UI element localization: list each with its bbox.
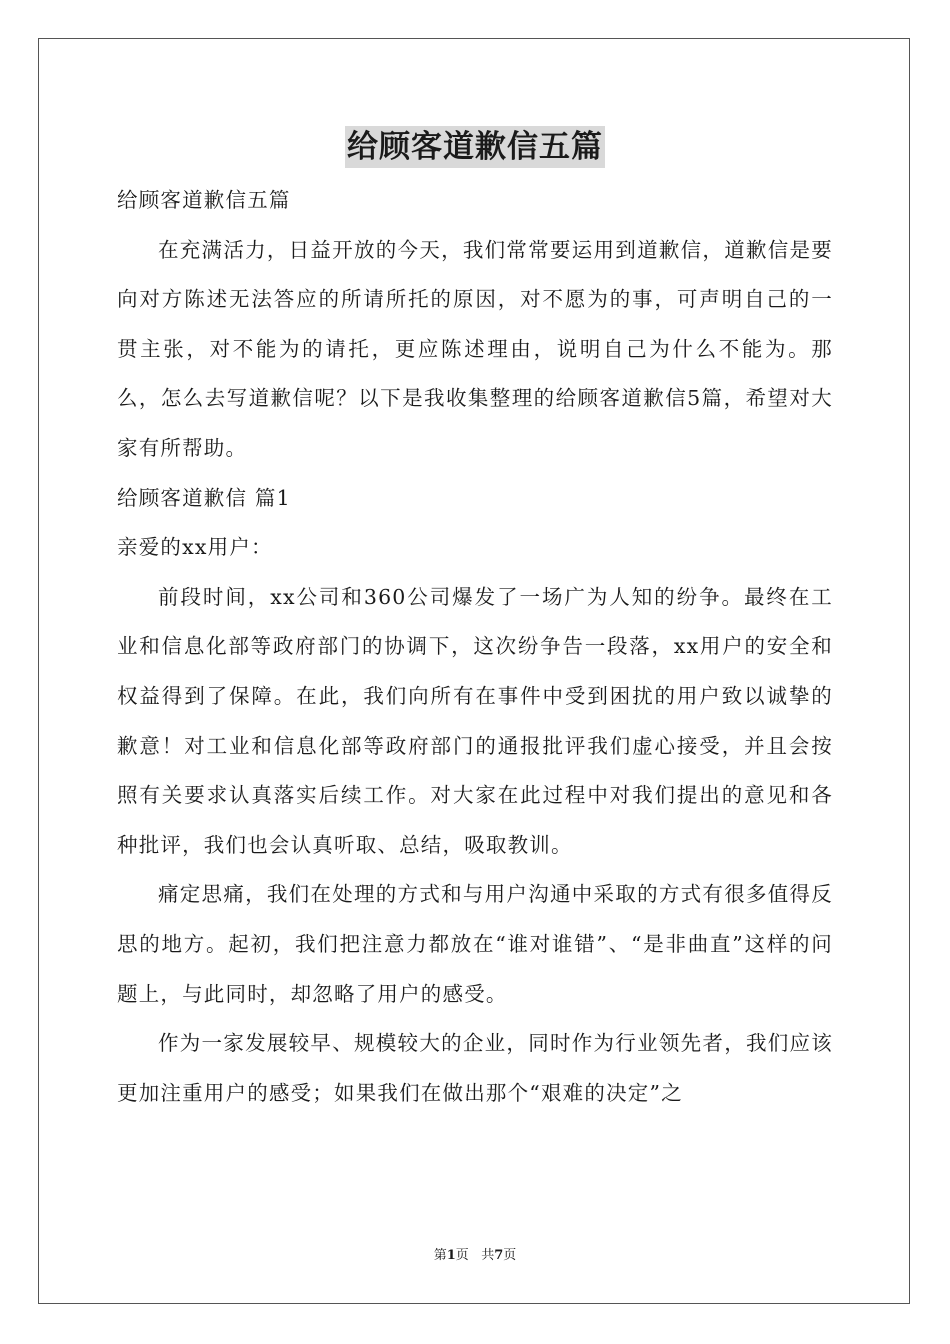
footer-total-prefix: 共 [481, 1248, 495, 1263]
document-title: 给顾客道歉信五篇 [345, 126, 605, 168]
footer-page-number: 1 [446, 1248, 456, 1263]
document-body [117, 176, 833, 1118]
paragraph-4: 前段时间，xx公司和360公司爆发了一场广为人知的纷争。最终在工业和信息化部等政府部门的协调下，这次纷争告一段落，xx用户的安全和权益得到了保障。在此，我们向所有在事件中受到困扰的用户致以诚挚的歉意！对工业和信息化部等政府部门的通报批评我们虚心接受，并且会按照有关要求认真落实后续工作。对大家在此过程中对我们提出的意见和各种批评，我们也会认真听取、总结，吸取教训。 [117, 584, 833, 857]
paragraph-2: 给顾客道歉信 篇1 [117, 485, 291, 510]
title-container [0, 126, 950, 168]
paragraph-1: 在充满活力，日益开放的今天，我们常常要运用到道歉信，道歉信是要向对方陈述无法答应的所请所托的原因，对不愿为的事，可声明自己的一贯主张，对不能为的请托，更应陈述理由，说明自己为什么不能为。那么，怎么去写道歉信呢？以下是我收集整理的给顾客道歉信5篇，希望对大家有所帮助。 [117, 237, 833, 460]
footer-page-prefix: 第 [433, 1248, 447, 1263]
page-footer [0, 1246, 950, 1266]
paragraph-5: 痛定思痛，我们在处理的方式和与用户沟通中采取的方式有很多值得反思的地方。起初，我们把注意力都放在“谁对谁错”、“是非曲直”这样的问题上，与此同时，却忽略了用户的感受。 [117, 882, 833, 1006]
footer-total-suffix: 页 [503, 1248, 517, 1263]
footer-page-suffix: 页 [455, 1248, 469, 1263]
paragraph-6: 作为一家发展较早、规模较大的企业，同时作为行业领先者，我们应该更加注重用户的感受；如果我们在做出那个“艰难的决定”之 [117, 1031, 833, 1105]
paragraph-0: 给顾客道歉信五篇 [117, 188, 291, 212]
paragraph-3: 亲爱的xx用户： [117, 535, 273, 560]
footer-total-pages: 7 [494, 1248, 504, 1263]
